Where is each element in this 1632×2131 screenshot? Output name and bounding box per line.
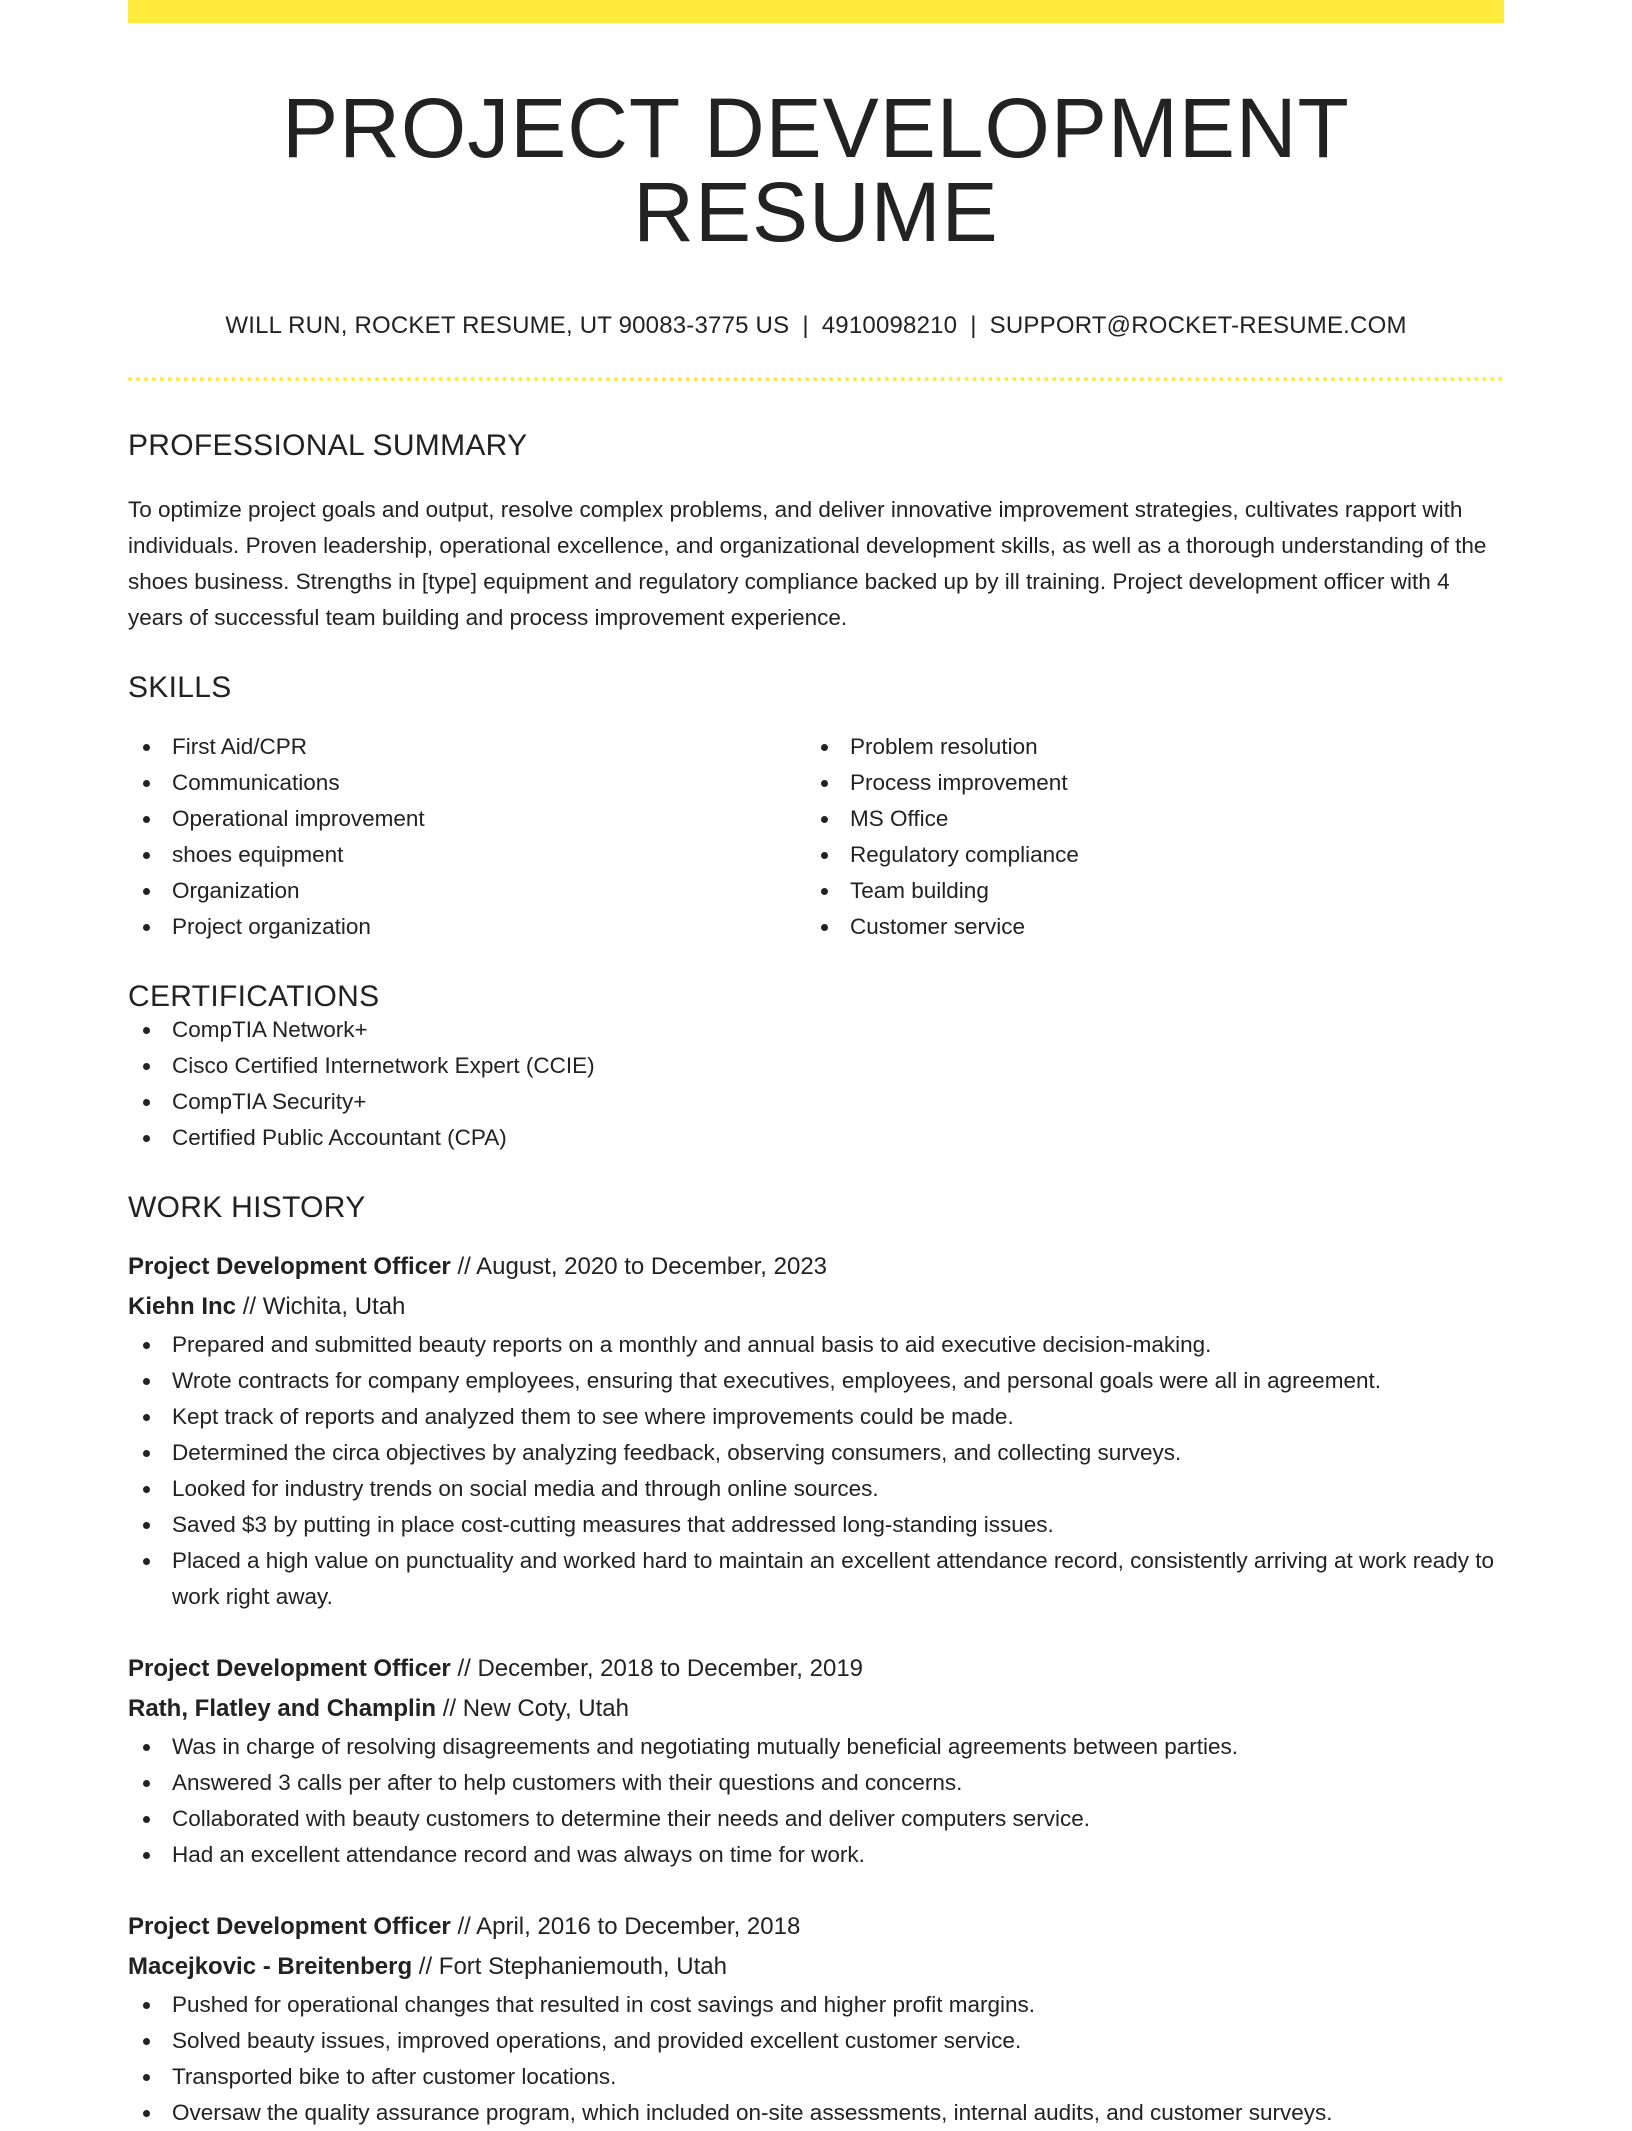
job-role-line: [128, 1907, 1504, 1947]
contact-address: WILL RUN, ROCKET RESUME, UT 90083-3775 US: [225, 312, 790, 339]
job-bullet: Collaborated with beauty customers to determine their needs and deliver computers service.: [128, 1801, 1504, 1837]
skill-item: Regulatory compliance: [806, 837, 1484, 873]
job-bullet: Solved beauty issues, improved operations, and provided excellent customer service.: [128, 2023, 1504, 2059]
summary-section: [128, 431, 1504, 636]
job-company-line: [128, 1947, 1504, 1987]
job-location: // Fort Stephaniemouth, Utah: [418, 1953, 727, 1980]
top-accent-bar: [128, 0, 1504, 23]
skills-section: [128, 673, 1504, 945]
skill-item: Customer service: [806, 909, 1484, 945]
job-role: Project Development Officer: [128, 1655, 451, 1682]
skill-item: Project organization: [128, 909, 806, 945]
work-history-section: [128, 1193, 1504, 2131]
certification-item: CompTIA Network+: [128, 1012, 1504, 1048]
job-entry: [128, 1907, 1504, 2131]
job-bullet: Determined the circa objectives by analyzing feedback, observing consumers, and collecting surveys.: [128, 1435, 1504, 1471]
certifications-heading: CERTIFICATIONS: [128, 980, 380, 1013]
job-company-line: [128, 1689, 1504, 1729]
contact-email: SUPPORT@ROCKET-RESUME.COM: [989, 312, 1407, 339]
job-bullet: Placed a high value on punctuality and worked hard to maintain an excellent attendance record, consistently arriving at work ready to work right away.: [128, 1543, 1504, 1615]
skill-item: Operational improvement: [128, 801, 806, 837]
job-dates: // August, 2020 to December, 2023: [457, 1253, 828, 1280]
certifications-section: [128, 982, 1504, 1156]
contact-separator: |: [970, 312, 977, 339]
job-company: Macejkovic - Breitenberg: [128, 1953, 413, 1980]
job-bullet: Prepared and submitted beauty reports on a monthly and annual basis to aid executive decision-making.: [128, 1327, 1504, 1363]
job-role: Project Development Officer: [128, 1253, 451, 1280]
job-company-line: [128, 1287, 1504, 1327]
job-location: // Wichita, Utah: [242, 1293, 406, 1320]
job-bullet: Looked for industry trends on social media and through online sources.: [128, 1471, 1504, 1507]
certifications-list: [128, 1012, 1504, 1156]
skill-item: Problem resolution: [806, 729, 1484, 765]
contact-separator: |: [802, 312, 809, 339]
job-bullets: [128, 1987, 1504, 2131]
job-company: Kiehn Inc: [128, 1293, 237, 1320]
job-bullets: [128, 1327, 1504, 1615]
job-bullet: Oversaw the quality assurance program, which included on-site assessments, internal audits, and customer surveys.: [128, 2095, 1504, 2131]
skill-item: Communications: [128, 765, 806, 801]
certification-item: Certified Public Accountant (CPA): [128, 1120, 1504, 1156]
work-history-heading: WORK HISTORY: [128, 1191, 366, 1224]
skill-item: Process improvement: [806, 765, 1484, 801]
skill-item: Team building: [806, 873, 1484, 909]
dotted-divider: [128, 377, 1504, 381]
resume-title: PROJECT DEVELOPMENT RESUME: [282, 81, 1350, 259]
skill-item: shoes equipment: [128, 837, 806, 873]
job-dates: // April, 2016 to December, 2018: [457, 1913, 801, 1940]
skills-column-right: [806, 729, 1484, 945]
job-dates: // December, 2018 to December, 2019: [457, 1655, 864, 1682]
certification-item: Cisco Certified Internetwork Expert (CCIE): [128, 1048, 1504, 1084]
job-entry: [128, 1247, 1504, 1615]
skill-item: MS Office: [806, 801, 1484, 837]
job-entry: [128, 1649, 1504, 1873]
job-bullet: Kept track of reports and analyzed them to see where improvements could be made.: [128, 1399, 1504, 1435]
job-role-line: [128, 1247, 1504, 1287]
contact-line: [128, 314, 1504, 338]
job-bullet: Answered 3 calls per after to help customers with their questions and concerns.: [128, 1765, 1504, 1801]
job-role-line: [128, 1649, 1504, 1689]
summary-text: To optimize project goals and output, resolve complex problems, and deliver innovative improvement strategies, cultivates rapport with individuals. Proven leadership, operational excellence, and organizational development skills, as well as a thorough understanding of the shoes business. Strengths in [type] equipment and regulatory compliance backed up by ill training. Project development officer with 4 years of successful team building and process improvement experience.: [128, 497, 1487, 630]
contact-phone: 4910098210: [821, 312, 958, 339]
job-bullet: Had an excellent attendance record and was always on time for work.: [128, 1837, 1504, 1873]
job-bullet: Pushed for operational changes that resulted in cost savings and higher profit margins.: [128, 1987, 1504, 2023]
job-bullet: Transported bike to after customer locations.: [128, 2059, 1504, 2095]
certification-item: CompTIA Security+: [128, 1084, 1504, 1120]
skill-item: First Aid/CPR: [128, 729, 806, 765]
skills-column-left: [128, 729, 806, 945]
job-company: Rath, Flatley and Champlin: [128, 1695, 437, 1722]
skills-grid: [128, 729, 1504, 945]
job-location: // New Coty, Utah: [442, 1695, 629, 1722]
summary-heading: PROFESSIONAL SUMMARY: [128, 429, 528, 462]
skills-heading: SKILLS: [128, 671, 232, 704]
job-bullets: [128, 1729, 1504, 1873]
resume-page: [128, 0, 1504, 2131]
job-bullet: Saved $3 by putting in place cost-cutting measures that addressed long-standing issues.: [128, 1507, 1504, 1543]
skill-item: Organization: [128, 873, 806, 909]
job-bullet: Wrote contracts for company employees, ensuring that executives, employees, and personal goals were all in agreement.: [128, 1363, 1504, 1399]
job-bullet: Was in charge of resolving disagreements and negotiating mutually beneficial agreements between parties.: [128, 1729, 1504, 1765]
job-role: Project Development Officer: [128, 1913, 451, 1940]
